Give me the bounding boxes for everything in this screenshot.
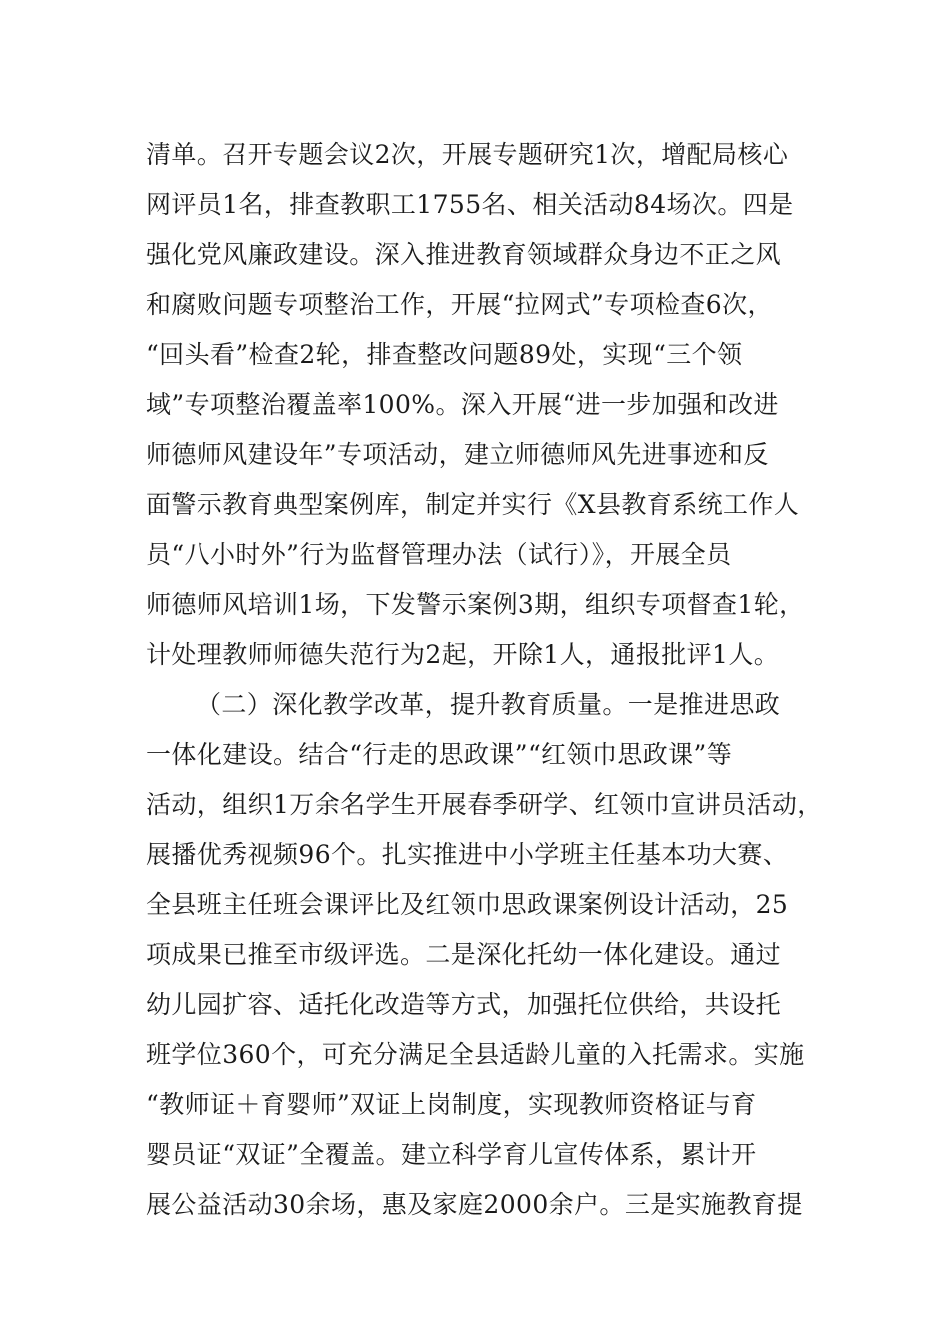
text-line: 活动，组织1万余名学生开展春季研学、红领巾宣讲员活动， [146,790,823,819]
text-line: 网评员1名，排查教职工1755名、相关活动84场次。四是 [146,190,794,219]
text-line: 和腐败问题专项整治工作，开展“拉网式”专项检查6次， [146,290,773,319]
text-line: 师德师风建设年”专项活动，建立师德师风先进事迹和反 [146,440,769,469]
text-line: “回头看”检查2轮，排查整改问题89处，实现“三个领 [146,340,743,369]
text-line: 域”专项整治覆盖率100%。深入开展“进一步加强和改进 [146,390,779,419]
text-line: 婴员证“双证”全覆盖。建立科学育儿宣传体系，累计开 [146,1140,757,1169]
text-line: 计处理教师师德失范行为2起，开除1人，通报批评1人。 [146,640,780,669]
text-line: 班学位360个，可充分满足全县适龄儿童的入托需求。实施 [146,1040,805,1069]
text-line: 强化党风廉政建设。深入推进教育领域群众身边不正之风 [146,240,782,269]
text-line: 面警示教育典型案例库，制定并实行《X县教育系统工作人 [146,490,800,519]
body-text [146,130,846,1230]
section-heading-line: （二）深化教学改革，提升教育质量。一是推进思政 [196,690,781,719]
text-line: 幼儿园扩容、适托化改造等方式，加强托位供给，共设托 [146,990,782,1019]
text-line: “教师证＋育婴师”双证上岗制度，实现教师资格证与育 [146,1090,757,1119]
text-line: 师德师风培训1场，下发警示案例3期，组织专项督查1轮， [146,590,805,619]
text-line: 一体化建设。结合“行走的思政课”“红领巾思政课”等 [146,740,733,769]
text-line: 展公益活动30余场，惠及家庭2000余户。三是实施教育提 [146,1190,803,1219]
text-line: 全县班主任班会课评比及红领巾思政课案例设计活动，25 [146,890,789,919]
text-line: 项成果已推至市级评选。二是深化托幼一体化建设。通过 [146,940,782,969]
text-line: 展播优秀视频96个。扎实推进中小学班主任基本功大赛、 [146,840,789,869]
text-line: 清单。召开专题会议2次，开展专题研究1次，增配局核心 [146,140,789,169]
text-line: 员“八小时外”行为监督管理办法（试行）》，开展全员 [146,540,732,569]
